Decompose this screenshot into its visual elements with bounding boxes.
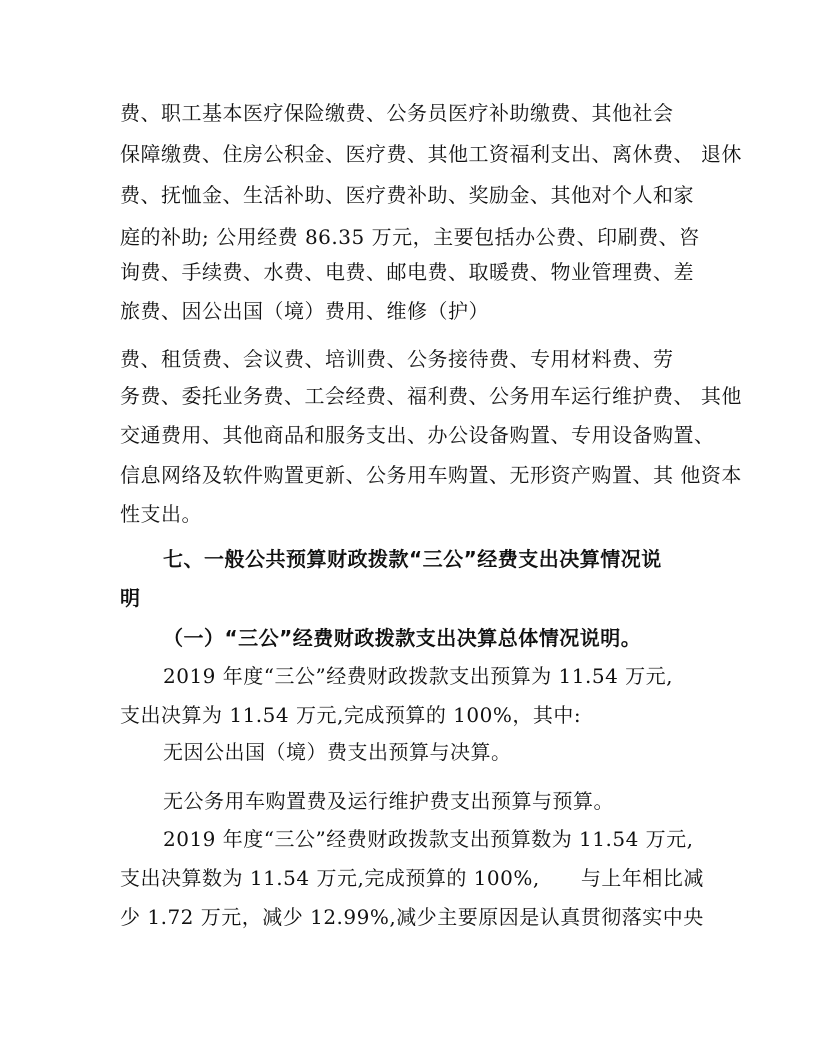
text-line: 费、职工基本医疗保险缴费、公务员医疗补助缴费、其他社会	[120, 101, 674, 125]
text-line: 少 1.72 万元，减少 12.99%,减少主要原因是认真贯彻落实中央	[120, 905, 704, 929]
text-line: 性支出。	[120, 502, 202, 526]
section-heading: 七、一般公共预算财政拨款“三公”经费支出决算情况说	[163, 547, 662, 571]
text-line: 询费、手续费、水费、电费、邮电费、取暖费、物业管理费、差	[120, 260, 694, 284]
text-line: 信息网络及软件购置更新、公务用车购置、无形资产购置、其 他资本	[120, 463, 742, 487]
section-heading-continued: 明	[120, 586, 141, 610]
text-line: 费、抚恤金、生活补助、医疗费补助、奖励金、其他对个人和家	[120, 183, 694, 207]
text-line: 费、租赁费、会议费、培训费、公务接待费、专用材料费、劳	[120, 347, 674, 371]
text-line: 务费、委托业务费、工会经费、福利费、公务用车运行维护费、 其他	[120, 384, 742, 408]
text-line: 旅费、因公出国（境）费用、维修（护）	[120, 299, 489, 323]
text-line: 2019 年度“三公”经费财政拨款支出预算数为 11.54 万元,	[163, 827, 694, 851]
text-line: 庭的补助; 公用经费 86.35 万元，主要包括办公费、印刷费、咨	[120, 225, 700, 249]
paragraph-overseas: 无因公出国（境）费支出预算与决算。	[163, 740, 512, 764]
text-line: 支出决算为 11.54 万元,完成预算的 100%，其中:	[120, 703, 582, 727]
text-line: 交通费用、其他商品和服务支出、办公设备购置、专用设备购置、	[120, 423, 715, 447]
paragraph-vehicles: 无公务用车购置费及运行维护费支出预算与预算。	[163, 789, 614, 813]
text-line: 保障缴费、住房公积金、医疗费、其他工资福利支出、离休费、 退休	[120, 142, 742, 166]
text-line: 支出决算数为 11.54 万元,完成预算的 100%, 与上年相比减	[120, 866, 704, 890]
subsection-heading: （一）“三公”经费财政拨款支出决算总体情况说明。	[163, 626, 642, 650]
text-line: 2019 年度“三公”经费财政拨款支出预算为 11.54 万元,	[163, 664, 674, 688]
